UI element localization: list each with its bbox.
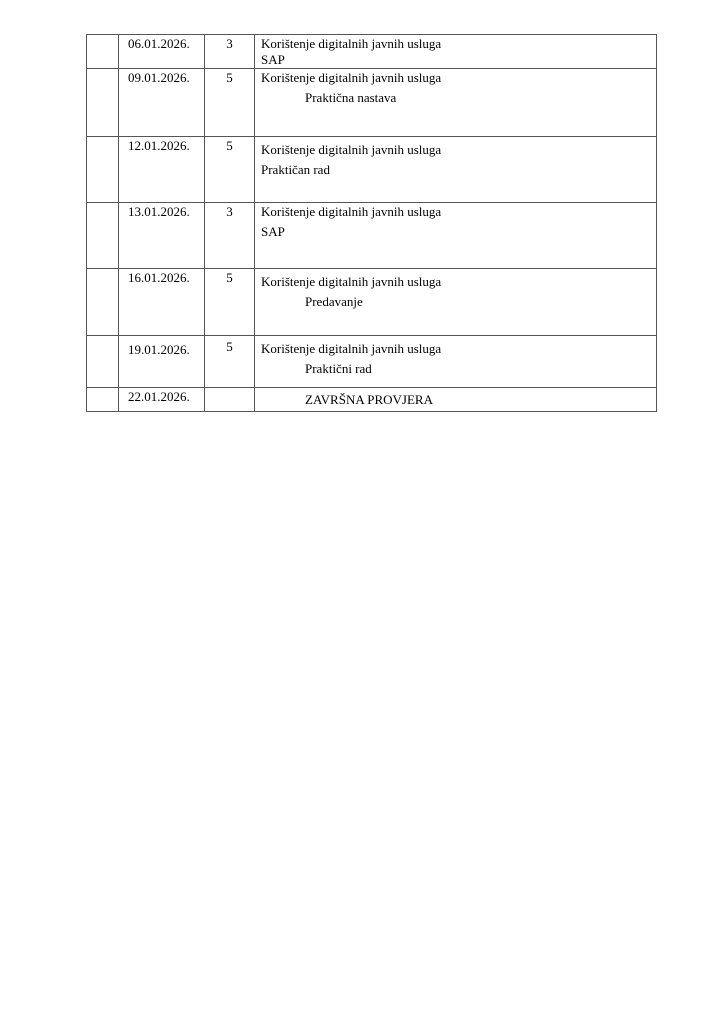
blank-cell (87, 203, 119, 269)
table-row (87, 69, 657, 137)
description-cell (255, 137, 657, 203)
course-name: Korištenje digitalnih javnih usluga (261, 70, 442, 85)
course-name: Korištenje digitalnih javnih usluga (261, 204, 442, 219)
hours-cell (205, 388, 255, 412)
hours-text: 5 (226, 339, 233, 354)
date-cell (119, 69, 205, 137)
course-name: Korištenje digitalnih javnih usluga (261, 341, 442, 356)
course-name: Korištenje digitalnih javnih usluga (261, 274, 442, 289)
course-name: Korištenje digitalnih javnih usluga (261, 36, 442, 51)
hours-text: 5 (226, 70, 233, 85)
session-type: Predavanje (305, 294, 363, 309)
session-type: Praktična nastava (305, 90, 397, 105)
date-cell (119, 203, 205, 269)
date-cell (119, 388, 205, 412)
session-type: Praktični rad (305, 361, 372, 376)
hours-text: 5 (226, 270, 233, 285)
hours-cell (205, 269, 255, 336)
description-cell (255, 336, 657, 388)
schedule-table (86, 34, 657, 412)
table-row (87, 35, 657, 69)
final-exam-label: ZAVRŠNA PROVJERA (305, 392, 433, 407)
date-text: 09.01.2026. (128, 70, 190, 85)
description-cell (255, 269, 657, 336)
date-text: 06.01.2026. (128, 36, 190, 51)
table-row (87, 336, 657, 388)
session-type: Praktičan rad (261, 162, 330, 177)
date-cell (119, 137, 205, 203)
hours-text (205, 388, 254, 389)
blank-cell (87, 269, 119, 336)
blank-cell (87, 336, 119, 388)
date-text: 13.01.2026. (128, 204, 190, 219)
hours-cell (205, 336, 255, 388)
blank-cell (87, 69, 119, 137)
description-cell (255, 388, 657, 412)
table-row (87, 269, 657, 336)
date-cell (119, 35, 205, 69)
date-cell (119, 336, 205, 388)
hours-cell (205, 203, 255, 269)
hours-cell (205, 137, 255, 203)
date-text: 22.01.2026. (128, 389, 190, 404)
description-cell (255, 203, 657, 269)
blank-cell (87, 388, 119, 412)
blank-cell (87, 35, 119, 69)
description-cell (255, 69, 657, 137)
table-row (87, 203, 657, 269)
hours-cell (205, 35, 255, 69)
date-text: 12.01.2026. (128, 138, 190, 153)
hours-text: 3 (226, 204, 233, 219)
date-cell (119, 269, 205, 336)
hours-text: 3 (226, 36, 233, 51)
session-type: SAP (261, 224, 285, 239)
table-row (87, 137, 657, 203)
hours-text: 5 (226, 138, 233, 153)
date-text: 16.01.2026. (128, 270, 190, 285)
session-type: SAP (261, 52, 285, 67)
course-name: Korištenje digitalnih javnih usluga (261, 142, 442, 157)
date-text: 19.01.2026. (128, 342, 190, 357)
hours-cell (205, 69, 255, 137)
description-cell (255, 35, 657, 69)
blank-cell (87, 137, 119, 203)
table-row (87, 388, 657, 412)
